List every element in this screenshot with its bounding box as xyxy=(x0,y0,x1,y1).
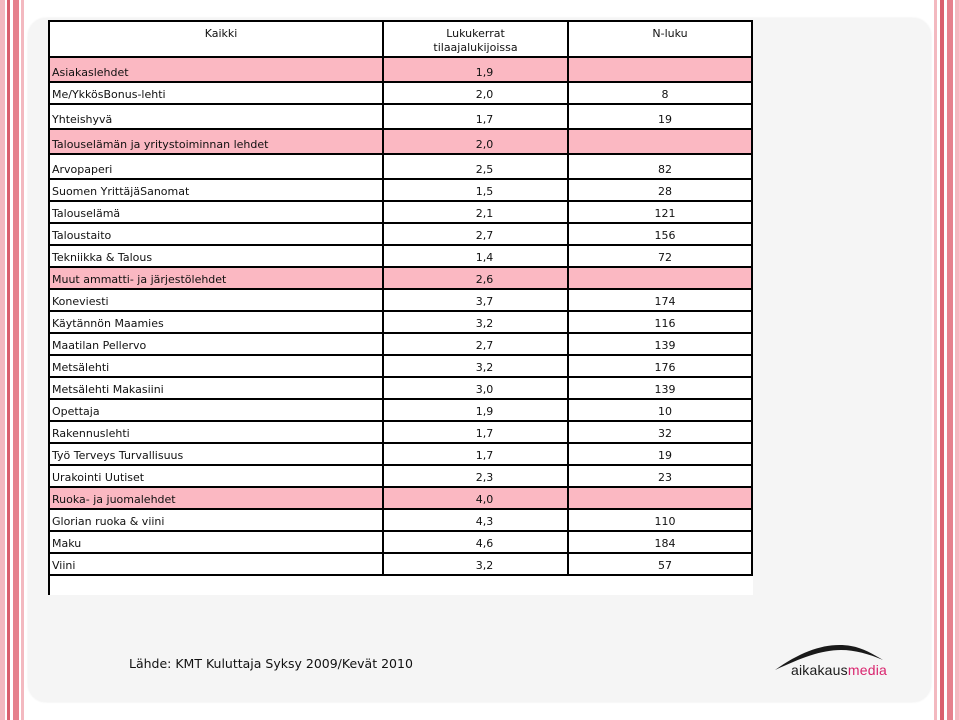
header-kaikki: Kaikki xyxy=(50,22,384,56)
table-row xyxy=(50,268,753,290)
row-title: Työ Terveys Turvallisuus xyxy=(50,444,384,464)
table-row xyxy=(50,400,753,422)
table-row xyxy=(50,105,753,130)
row-lukukerrat: 3,0 xyxy=(384,378,569,398)
row-lukukerrat: 1,5 xyxy=(384,180,569,200)
row-n-luku: 28 xyxy=(569,180,753,200)
row-title: Maatilan Pellervo xyxy=(50,334,384,354)
header-lukukerrat: Lukukerrat tilaajalukijoissa xyxy=(384,22,569,56)
row-title: Taloustaito xyxy=(50,224,384,244)
row-lukukerrat: 1,7 xyxy=(384,422,569,442)
table-row xyxy=(50,422,753,444)
row-lukukerrat: 4,3 xyxy=(384,510,569,530)
row-lukukerrat: 4,0 xyxy=(384,488,569,508)
row-lukukerrat: 3,2 xyxy=(384,312,569,332)
row-n-luku: 23 xyxy=(569,466,753,486)
table-row xyxy=(50,510,753,532)
row-lukukerrat: 1,4 xyxy=(384,246,569,266)
row-n-luku: 174 xyxy=(569,290,753,310)
table-row xyxy=(50,246,753,268)
row-lukukerrat: 3,2 xyxy=(384,554,569,574)
table-body xyxy=(50,58,753,576)
row-n-luku: 184 xyxy=(569,532,753,552)
row-n-luku: 72 xyxy=(569,246,753,266)
row-lukukerrat: 1,9 xyxy=(384,58,569,81)
row-lukukerrat: 1,7 xyxy=(384,444,569,464)
row-title: Opettaja xyxy=(50,400,384,420)
row-lukukerrat: 2,1 xyxy=(384,202,569,222)
row-title: Metsälehti xyxy=(50,356,384,376)
row-n-luku: 19 xyxy=(569,105,753,128)
row-n-luku: 32 xyxy=(569,422,753,442)
row-n-luku: 19 xyxy=(569,444,753,464)
row-n-luku: 82 xyxy=(569,155,753,178)
row-n-luku xyxy=(569,488,753,508)
row-lukukerrat: 2,0 xyxy=(384,130,569,153)
row-title: Asiakaslehdet xyxy=(50,58,384,81)
row-title: Käytännön Maamies xyxy=(50,312,384,332)
readership-table xyxy=(48,20,753,595)
stripe-left-1 xyxy=(0,0,5,720)
row-title: Viini xyxy=(50,554,384,574)
table-row xyxy=(50,356,753,378)
row-lukukerrat: 2,3 xyxy=(384,466,569,486)
row-lukukerrat: 2,7 xyxy=(384,224,569,244)
row-title: Rakennuslehti xyxy=(50,422,384,442)
row-n-luku xyxy=(569,130,753,153)
row-lukukerrat: 4,6 xyxy=(384,532,569,552)
table-row xyxy=(50,130,753,155)
row-n-luku: 10 xyxy=(569,400,753,420)
row-title: Muut ammatti- ja järjestölehdet xyxy=(50,268,384,288)
row-title: Ruoka- ja juomalehdet xyxy=(50,488,384,508)
table-row xyxy=(50,83,753,105)
stripe-left-2 xyxy=(7,0,10,720)
table-row xyxy=(50,444,753,466)
row-title: Talouselämä xyxy=(50,202,384,222)
stripe-right-4 xyxy=(955,0,959,720)
stripe-right-2 xyxy=(940,0,944,720)
source-text: Lähde: KMT Kuluttaja Syksy 2009/Kevät 2010 xyxy=(129,656,413,671)
stripe-left-3 xyxy=(13,0,19,720)
row-title: Koneviesti xyxy=(50,290,384,310)
row-lukukerrat: 2,6 xyxy=(384,268,569,288)
row-n-luku xyxy=(569,268,753,288)
table-row xyxy=(50,466,753,488)
row-n-luku: 8 xyxy=(569,83,753,103)
header-n-luku: N-luku xyxy=(569,22,753,56)
row-title: Glorian ruoka & viini xyxy=(50,510,384,530)
table-row xyxy=(50,224,753,246)
table-row xyxy=(50,180,753,202)
row-n-luku: 156 xyxy=(569,224,753,244)
table-row xyxy=(50,312,753,334)
row-title: Tekniikka & Talous xyxy=(50,246,384,266)
table-row xyxy=(50,58,753,83)
row-n-luku xyxy=(569,58,753,81)
row-title: Maku xyxy=(50,532,384,552)
table-row xyxy=(50,334,753,356)
table-row xyxy=(50,202,753,224)
logo-text: aikakausmedia xyxy=(791,662,887,678)
row-n-luku: 139 xyxy=(569,378,753,398)
row-title: Me/YkkösBonus-lehti xyxy=(50,83,384,103)
table-row xyxy=(50,290,753,312)
table-row xyxy=(50,378,753,400)
row-n-luku: 110 xyxy=(569,510,753,530)
row-title: Urakointi Uutiset xyxy=(50,466,384,486)
row-lukukerrat: 1,7 xyxy=(384,105,569,128)
stripe-left-4 xyxy=(21,0,24,720)
row-lukukerrat: 2,0 xyxy=(384,83,569,103)
table-row xyxy=(50,532,753,554)
row-title: Suomen YrittäjäSanomat xyxy=(50,180,384,200)
row-title: Metsälehti Makasiini xyxy=(50,378,384,398)
table-row xyxy=(50,155,753,180)
row-title: Arvopaperi xyxy=(50,155,384,178)
row-n-luku: 121 xyxy=(569,202,753,222)
row-n-luku: 176 xyxy=(569,356,753,376)
stripe-right-1 xyxy=(934,0,937,720)
row-title: Yhteishyvä xyxy=(50,105,384,128)
row-n-luku: 139 xyxy=(569,334,753,354)
row-lukukerrat: 3,2 xyxy=(384,356,569,376)
table-row xyxy=(50,488,753,510)
aikakausmedia-logo xyxy=(773,640,913,682)
table-header-row xyxy=(50,22,753,58)
row-n-luku: 57 xyxy=(569,554,753,574)
table-row xyxy=(50,554,753,576)
row-title: Talouselämän ja yritystoiminnan lehdet xyxy=(50,130,384,153)
row-lukukerrat: 3,7 xyxy=(384,290,569,310)
row-lukukerrat: 2,5 xyxy=(384,155,569,178)
row-lukukerrat: 2,7 xyxy=(384,334,569,354)
stripe-right-3 xyxy=(947,0,953,720)
row-lukukerrat: 1,9 xyxy=(384,400,569,420)
row-n-luku: 116 xyxy=(569,312,753,332)
